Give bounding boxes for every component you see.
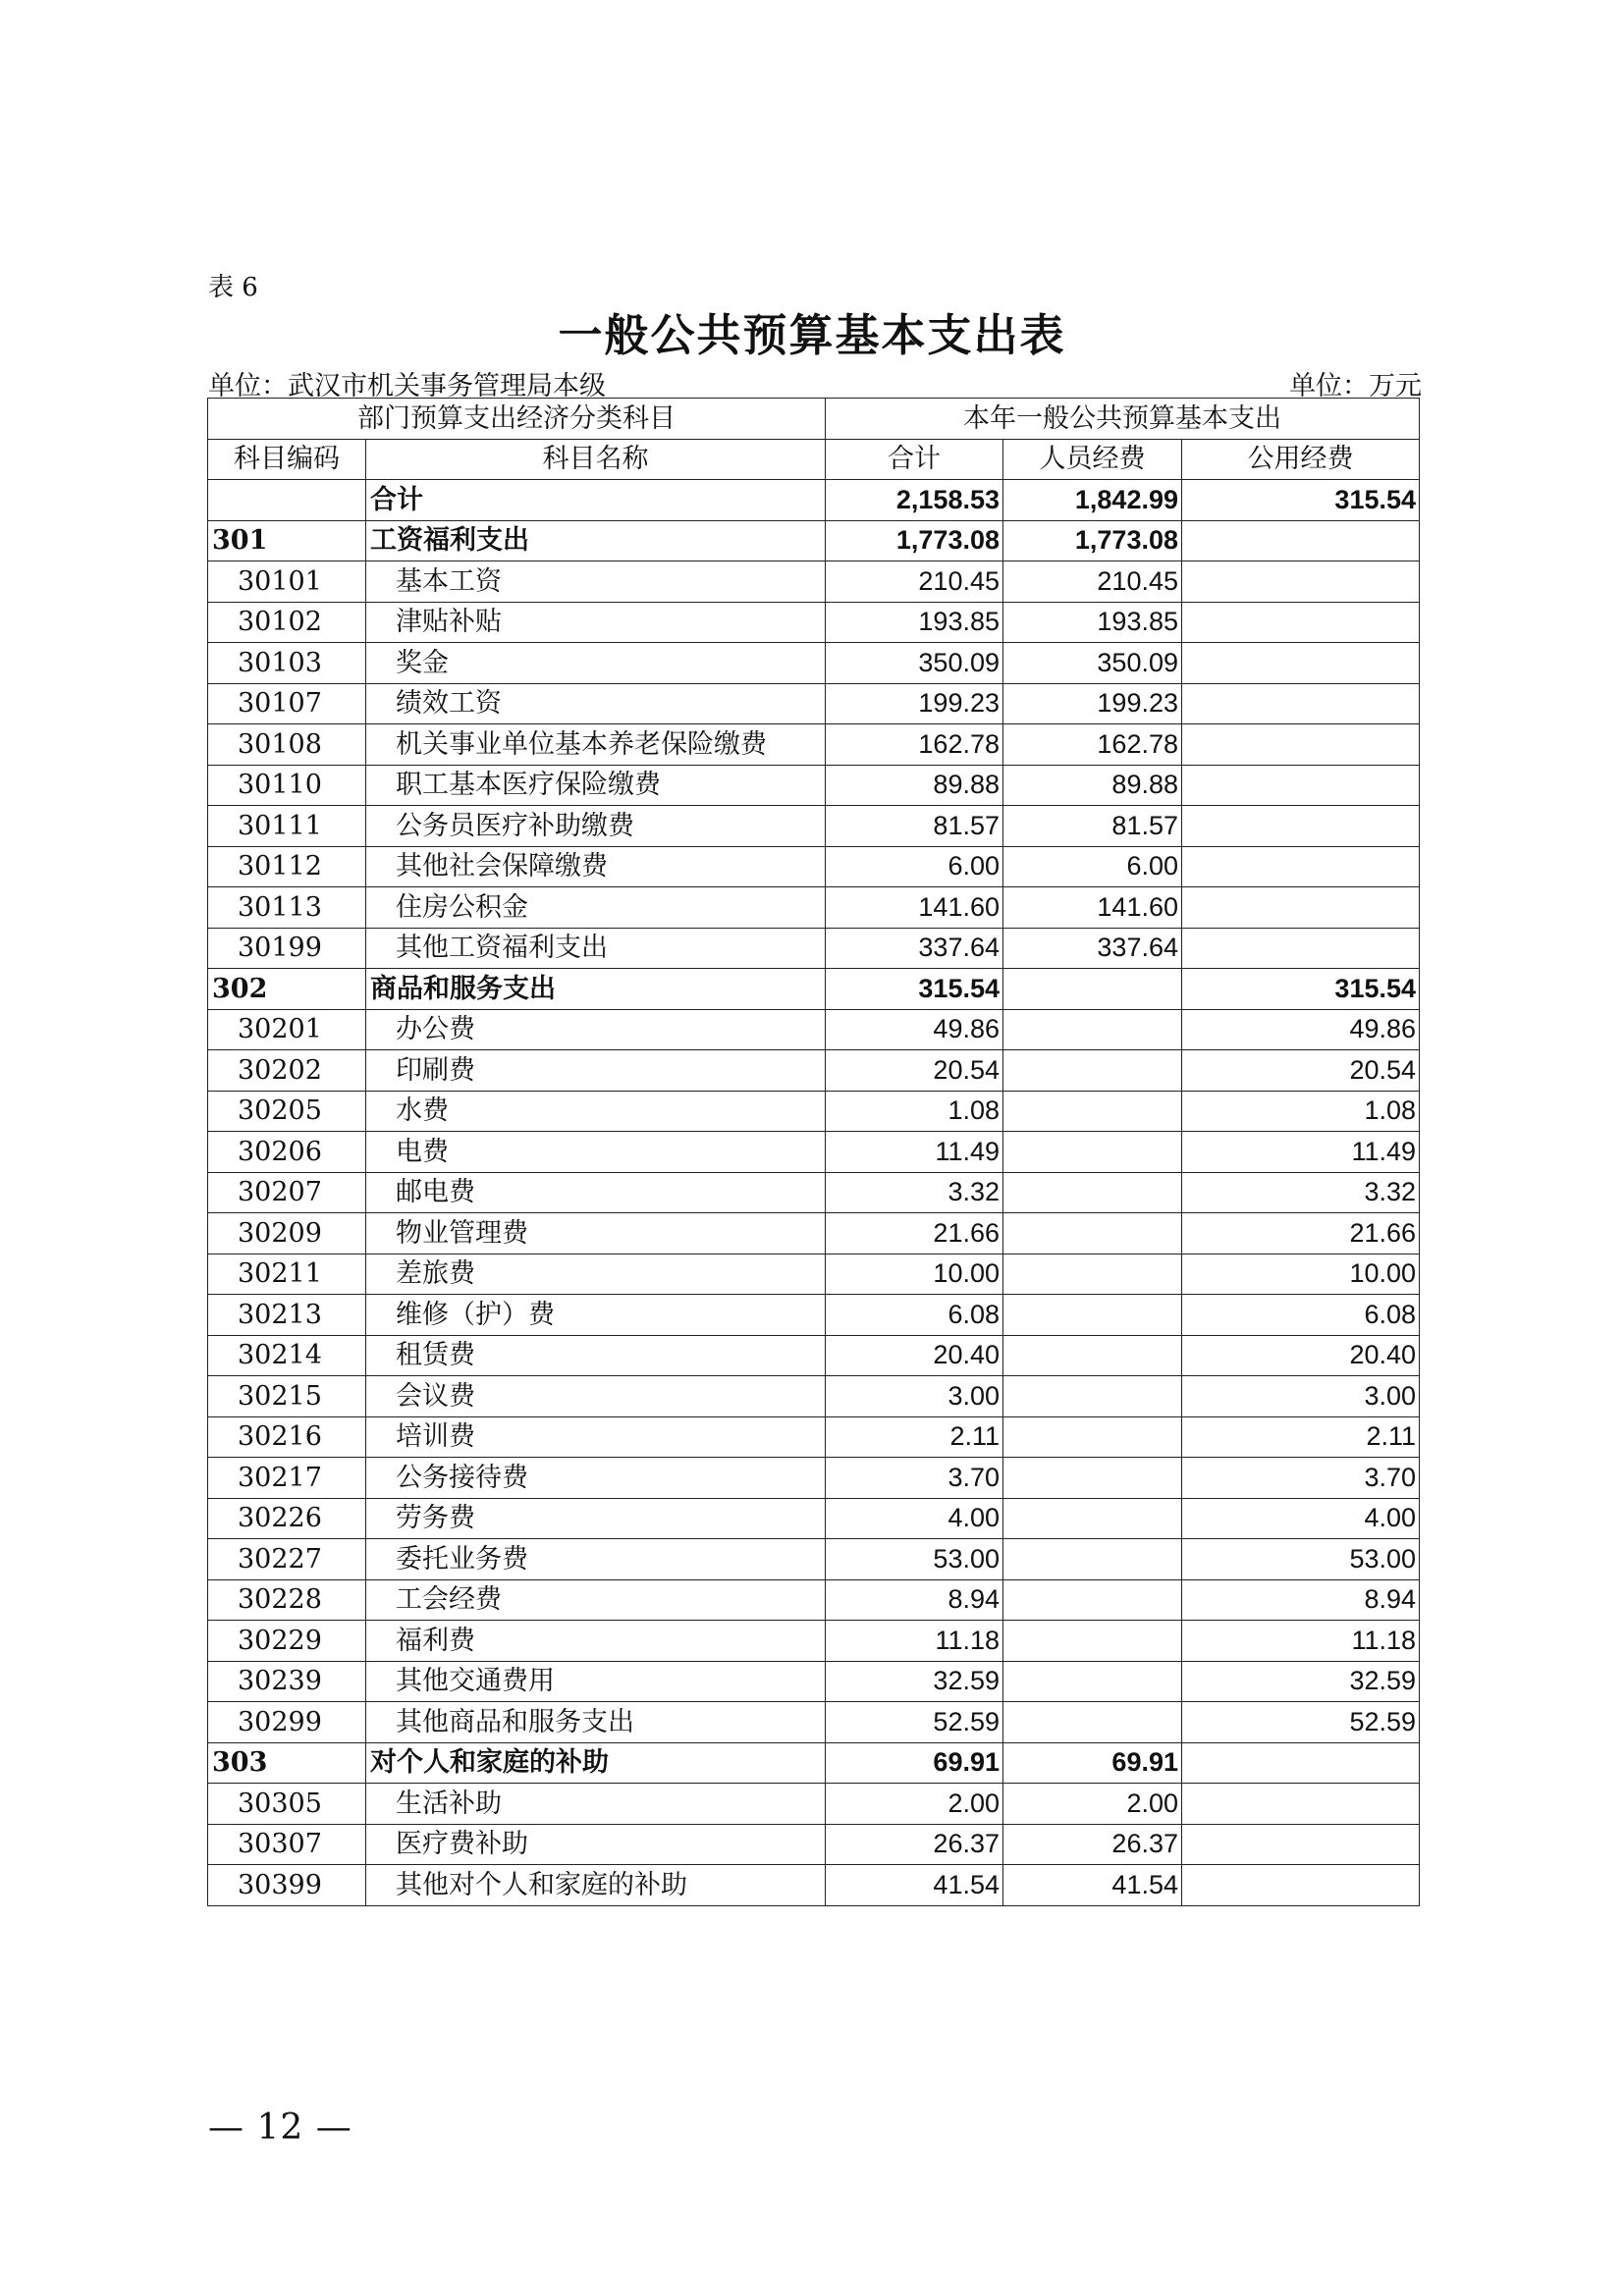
code-cell: 30299	[208, 1702, 366, 1743]
name-cell: 职工基本医疗保险缴费	[366, 765, 826, 806]
public-cell: 53.00	[1182, 1539, 1420, 1580]
public-cell: 49.86	[1182, 1009, 1420, 1050]
table-row	[208, 561, 1420, 603]
code-cell: 30207	[208, 1172, 366, 1213]
public-cell	[1182, 561, 1420, 603]
table-row	[208, 1254, 1420, 1295]
name-cell: 劳务费	[366, 1498, 826, 1539]
personnel-cell: 193.85	[1003, 602, 1182, 643]
name-cell: 医疗费补助	[366, 1824, 826, 1865]
total-public-cell: 315.54	[1182, 480, 1420, 521]
public-cell	[1182, 1865, 1420, 1906]
code-cell: 30229	[208, 1621, 366, 1662]
public-cell	[1182, 1742, 1420, 1784]
personnel-cell: 89.88	[1003, 765, 1182, 806]
name-cell: 津贴补贴	[366, 602, 826, 643]
total-cell: 2.11	[826, 1416, 1003, 1458]
header-group-right: 本年一般公共预算基本支出	[826, 399, 1420, 440]
public-cell	[1182, 520, 1420, 561]
personnel-cell	[1003, 1498, 1182, 1539]
name-cell: 福利费	[366, 1621, 826, 1662]
public-cell	[1182, 602, 1420, 643]
public-cell	[1182, 887, 1420, 929]
name-cell: 水费	[366, 1091, 826, 1132]
personnel-cell	[1003, 969, 1182, 1010]
code-cell: 30209	[208, 1213, 366, 1255]
code-cell: 30199	[208, 928, 366, 969]
total-cell: 315.54	[826, 969, 1003, 1010]
total-cell: 1.08	[826, 1091, 1003, 1132]
category-row	[208, 969, 1420, 1010]
table-row	[208, 1702, 1420, 1743]
public-cell: 1.08	[1182, 1091, 1420, 1132]
table-row	[208, 1824, 1420, 1865]
total-cell: 141.60	[826, 887, 1003, 929]
code-cell: 30110	[208, 765, 366, 806]
total-cell: 41.54	[826, 1865, 1003, 1906]
total-cell: 11.49	[826, 1132, 1003, 1173]
table-row	[208, 846, 1420, 887]
header-group-row	[208, 399, 1420, 440]
total-personnel-cell: 1,842.99	[1003, 480, 1182, 521]
header-group-left: 部门预算支出经济分类科目	[208, 399, 826, 440]
table-row	[208, 1172, 1420, 1213]
table-row	[208, 1865, 1420, 1906]
table-row	[208, 1335, 1420, 1376]
table-row	[208, 1091, 1420, 1132]
personnel-cell	[1003, 1458, 1182, 1499]
personnel-cell	[1003, 1091, 1182, 1132]
total-cell: 193.85	[826, 602, 1003, 643]
total-cell: 81.57	[826, 806, 1003, 847]
personnel-cell: 210.45	[1003, 561, 1182, 603]
code-cell: 30399	[208, 1865, 366, 1906]
name-cell: 办公费	[366, 1009, 826, 1050]
total-sum-cell: 2,158.53	[826, 480, 1003, 521]
personnel-cell	[1003, 1172, 1182, 1213]
code-cell: 30103	[208, 643, 366, 684]
code-cell: 30107	[208, 683, 366, 724]
public-cell: 20.40	[1182, 1335, 1420, 1376]
public-cell: 11.18	[1182, 1621, 1420, 1662]
table-row	[208, 1579, 1420, 1621]
total-cell: 20.40	[826, 1335, 1003, 1376]
public-cell: 10.00	[1182, 1254, 1420, 1295]
category-row	[208, 1742, 1420, 1784]
code-cell: 30215	[208, 1376, 366, 1417]
name-cell: 电费	[366, 1132, 826, 1173]
header-total: 合计	[826, 439, 1003, 480]
name-cell: 公务员医疗补助缴费	[366, 806, 826, 847]
total-cell: 21.66	[826, 1213, 1003, 1255]
name-cell: 商品和服务支出	[366, 969, 826, 1010]
total-cell: 53.00	[826, 1539, 1003, 1580]
personnel-cell	[1003, 1335, 1182, 1376]
table-row	[208, 1498, 1420, 1539]
name-cell: 基本工资	[366, 561, 826, 603]
code-cell: 30239	[208, 1661, 366, 1702]
personnel-cell	[1003, 1661, 1182, 1702]
code-cell: 30112	[208, 846, 366, 887]
public-cell	[1182, 806, 1420, 847]
personnel-cell	[1003, 1621, 1182, 1662]
total-cell: 1,773.08	[826, 520, 1003, 561]
personnel-cell	[1003, 1539, 1182, 1580]
name-cell: 奖金	[366, 643, 826, 684]
total-code-cell	[208, 480, 366, 521]
name-cell: 对个人和家庭的补助	[366, 1742, 826, 1784]
name-cell: 绩效工资	[366, 683, 826, 724]
personnel-cell	[1003, 1050, 1182, 1092]
personnel-cell	[1003, 1295, 1182, 1336]
public-cell: 4.00	[1182, 1498, 1420, 1539]
name-cell: 其他对个人和家庭的补助	[366, 1865, 826, 1906]
table-row	[208, 887, 1420, 929]
table-row	[208, 1458, 1420, 1499]
personnel-cell: 6.00	[1003, 846, 1182, 887]
header-column-row	[208, 439, 1420, 480]
code-cell: 30102	[208, 602, 366, 643]
name-cell: 公务接待费	[366, 1458, 826, 1499]
code-cell: 30228	[208, 1579, 366, 1621]
personnel-cell: 2.00	[1003, 1784, 1182, 1825]
name-cell: 住房公积金	[366, 887, 826, 929]
name-cell: 其他交通费用	[366, 1661, 826, 1702]
public-cell: 3.70	[1182, 1458, 1420, 1499]
code-cell: 30305	[208, 1784, 366, 1825]
personnel-cell	[1003, 1702, 1182, 1743]
total-cell: 337.64	[826, 928, 1003, 969]
total-cell: 52.59	[826, 1702, 1003, 1743]
name-cell: 物业管理费	[366, 1213, 826, 1255]
header-personnel: 人员经费	[1003, 439, 1182, 480]
public-cell	[1182, 683, 1420, 724]
public-cell	[1182, 724, 1420, 766]
table-row	[208, 1009, 1420, 1050]
name-cell: 培训费	[366, 1416, 826, 1458]
personnel-cell: 350.09	[1003, 643, 1182, 684]
name-cell: 租赁费	[366, 1335, 826, 1376]
personnel-cell	[1003, 1132, 1182, 1173]
public-cell	[1182, 1784, 1420, 1825]
code-cell: 30206	[208, 1132, 366, 1173]
total-cell: 26.37	[826, 1824, 1003, 1865]
code-cell: 30202	[208, 1050, 366, 1092]
total-cell: 2.00	[826, 1784, 1003, 1825]
name-cell: 机关事业单位基本养老保险缴费	[366, 724, 826, 766]
total-cell: 4.00	[826, 1498, 1003, 1539]
total-cell: 10.00	[826, 1254, 1003, 1295]
code-cell: 30205	[208, 1091, 366, 1132]
name-cell: 邮电费	[366, 1172, 826, 1213]
code-cell: 30214	[208, 1335, 366, 1376]
total-cell: 3.70	[826, 1458, 1003, 1499]
name-cell: 生活补助	[366, 1784, 826, 1825]
code-cell: 30216	[208, 1416, 366, 1458]
public-cell	[1182, 765, 1420, 806]
code-cell: 301	[208, 520, 366, 561]
total-cell: 8.94	[826, 1579, 1003, 1621]
personnel-cell: 141.60	[1003, 887, 1182, 929]
name-cell: 其他商品和服务支出	[366, 1702, 826, 1743]
personnel-cell: 69.91	[1003, 1742, 1182, 1784]
public-cell: 21.66	[1182, 1213, 1420, 1255]
total-cell: 20.54	[826, 1050, 1003, 1092]
total-cell: 6.08	[826, 1295, 1003, 1336]
table-row	[208, 806, 1420, 847]
public-cell	[1182, 643, 1420, 684]
total-name-cell: 合计	[366, 480, 826, 521]
public-cell: 315.54	[1182, 969, 1420, 1010]
public-cell: 8.94	[1182, 1579, 1420, 1621]
table-row	[208, 1621, 1420, 1662]
table-row	[208, 928, 1420, 969]
document-title: 一般公共预算基本支出表	[558, 309, 1066, 361]
page-number: — 12 —	[208, 2108, 352, 2148]
name-cell: 工资福利支出	[366, 520, 826, 561]
public-cell: 3.00	[1182, 1376, 1420, 1417]
public-cell	[1182, 1824, 1420, 1865]
total-cell: 49.86	[826, 1009, 1003, 1050]
personnel-cell	[1003, 1213, 1182, 1255]
public-cell	[1182, 846, 1420, 887]
table-row	[208, 1784, 1420, 1825]
personnel-cell: 1,773.08	[1003, 520, 1182, 561]
name-cell: 印刷费	[366, 1050, 826, 1092]
table-row	[208, 1213, 1420, 1255]
name-cell: 其他工资福利支出	[366, 928, 826, 969]
public-cell: 32.59	[1182, 1661, 1420, 1702]
total-cell: 32.59	[826, 1661, 1003, 1702]
table-row	[208, 765, 1420, 806]
table-row	[208, 1376, 1420, 1417]
public-cell: 11.49	[1182, 1132, 1420, 1173]
code-cell: 30201	[208, 1009, 366, 1050]
total-cell: 89.88	[826, 765, 1003, 806]
total-cell: 199.23	[826, 683, 1003, 724]
personnel-cell: 162.78	[1003, 724, 1182, 766]
code-cell: 30217	[208, 1458, 366, 1499]
name-cell: 其他社会保障缴费	[366, 846, 826, 887]
public-cell	[1182, 928, 1420, 969]
total-cell: 3.00	[826, 1376, 1003, 1417]
table-row	[208, 1295, 1420, 1336]
total-cell: 69.91	[826, 1742, 1003, 1784]
code-cell: 302	[208, 969, 366, 1010]
code-cell: 30108	[208, 724, 366, 766]
name-cell: 委托业务费	[366, 1539, 826, 1580]
personnel-cell: 81.57	[1003, 806, 1182, 847]
header-code: 科目编码	[208, 439, 366, 480]
code-cell: 30211	[208, 1254, 366, 1295]
code-cell: 30111	[208, 806, 366, 847]
name-cell: 维修（护）费	[366, 1295, 826, 1336]
public-cell: 20.54	[1182, 1050, 1420, 1092]
code-cell: 303	[208, 1742, 366, 1784]
code-cell: 30213	[208, 1295, 366, 1336]
table-row	[208, 724, 1420, 766]
table-row	[208, 1050, 1420, 1092]
total-cell: 350.09	[826, 643, 1003, 684]
total-row	[208, 480, 1420, 521]
budget-table	[207, 398, 1420, 1906]
total-cell: 162.78	[826, 724, 1003, 766]
unit-currency: 单位：万元	[1289, 371, 1422, 401]
table-row	[208, 683, 1420, 724]
personnel-cell	[1003, 1416, 1182, 1458]
table-row	[208, 1416, 1420, 1458]
table-row	[208, 1132, 1420, 1173]
table-number-label: 表 6	[208, 273, 258, 302]
header-name: 科目名称	[366, 439, 826, 480]
category-row	[208, 520, 1420, 561]
table-row	[208, 602, 1420, 643]
public-cell: 6.08	[1182, 1295, 1420, 1336]
code-cell: 30113	[208, 887, 366, 929]
name-cell: 工会经费	[366, 1579, 826, 1621]
total-cell: 6.00	[826, 846, 1003, 887]
total-cell: 210.45	[826, 561, 1003, 603]
public-cell: 2.11	[1182, 1416, 1420, 1458]
public-cell: 3.32	[1182, 1172, 1420, 1213]
personnel-cell: 337.64	[1003, 928, 1182, 969]
name-cell: 会议费	[366, 1376, 826, 1417]
code-cell: 30101	[208, 561, 366, 603]
personnel-cell: 41.54	[1003, 1865, 1182, 1906]
name-cell: 差旅费	[366, 1254, 826, 1295]
table-row	[208, 1661, 1420, 1702]
table-row	[208, 1539, 1420, 1580]
table-row	[208, 643, 1420, 684]
unit-organization: 单位：武汉市机关事务管理局本级	[208, 371, 606, 401]
personnel-cell: 199.23	[1003, 683, 1182, 724]
personnel-cell	[1003, 1009, 1182, 1050]
code-cell: 30226	[208, 1498, 366, 1539]
personnel-cell	[1003, 1579, 1182, 1621]
total-cell: 3.32	[826, 1172, 1003, 1213]
personnel-cell: 26.37	[1003, 1824, 1182, 1865]
code-cell: 30307	[208, 1824, 366, 1865]
public-cell: 52.59	[1182, 1702, 1420, 1743]
total-cell: 11.18	[826, 1621, 1003, 1662]
personnel-cell	[1003, 1254, 1182, 1295]
code-cell: 30227	[208, 1539, 366, 1580]
personnel-cell	[1003, 1376, 1182, 1417]
header-public: 公用经费	[1182, 439, 1420, 480]
